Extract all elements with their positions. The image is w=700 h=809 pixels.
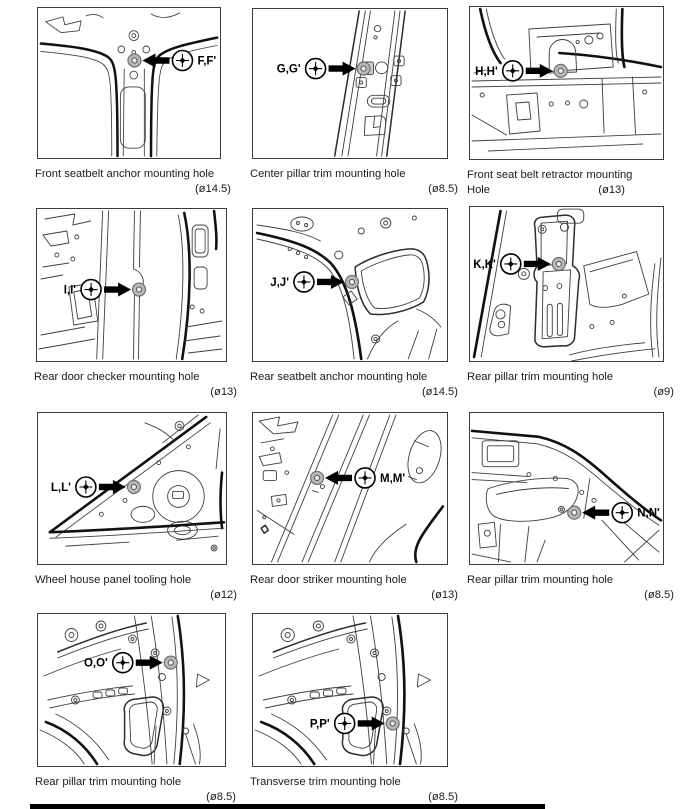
arrow-icon <box>524 257 551 271</box>
figure-caption <box>467 168 674 198</box>
caption-line2 <box>250 182 458 197</box>
arrow-icon <box>99 480 126 494</box>
figure-box <box>469 206 664 362</box>
caption-text: Rear pillar trim mounting hole <box>467 371 614 383</box>
caption-diameter: (ø8.5) <box>428 791 458 803</box>
figure-panel-I <box>34 208 237 400</box>
marker-label: J,J' <box>270 276 289 289</box>
hole-marker-overlay <box>38 614 225 766</box>
caption-text: Center pillar trim mounting hole <box>250 168 406 180</box>
hole-marker-overlay <box>470 7 663 159</box>
figure-box <box>36 208 227 362</box>
caption-diameter: (ø8.5) <box>428 183 458 195</box>
hole-marker-overlay <box>38 413 226 564</box>
caption-diameter: (ø14.5) <box>421 386 458 398</box>
figure-box <box>469 412 664 565</box>
caption-text: Transverse trim mounting hole <box>250 776 401 788</box>
hole-marker-overlay <box>470 413 663 564</box>
caption-line2 <box>467 183 625 198</box>
caption-line2 <box>35 790 236 805</box>
caption-text: Wheel house panel tooling hole <box>35 574 192 586</box>
marker-label: K,K' <box>473 258 496 271</box>
hole-marker-overlay <box>38 8 220 158</box>
caption-text: Rear seatbelt anchor mounting hole <box>250 371 428 383</box>
caption-diameter: (ø12) <box>210 589 237 601</box>
marker-label: L,L' <box>50 481 71 494</box>
figure-panel-H <box>469 6 662 198</box>
hole-marker-overlay <box>253 614 447 766</box>
figure-caption <box>467 573 674 603</box>
marker-label: H,H' <box>475 65 498 78</box>
caption-line2 <box>35 588 237 603</box>
caption-line2 <box>35 182 231 197</box>
figure-caption <box>34 370 237 400</box>
figure-box <box>252 208 448 362</box>
caption-text: Front seat belt retractor mounting <box>467 169 633 181</box>
arrow-icon <box>136 656 163 670</box>
caption-line2 <box>250 790 458 805</box>
caption-text: Rear pillar trim mounting hole <box>35 776 182 788</box>
caption-line2 <box>250 385 458 400</box>
figure-box <box>252 8 448 159</box>
caption-line2 <box>250 588 458 603</box>
caption-text: Rear door striker mounting hole <box>250 574 407 586</box>
arrow-icon <box>526 64 553 78</box>
hole-marker-overlay <box>253 209 447 361</box>
figure-panel-M <box>250 412 458 603</box>
arrow-icon <box>358 716 385 730</box>
caption-line2 <box>467 588 674 603</box>
caption-diameter: (ø8.5) <box>644 589 674 601</box>
caption-diameter: (ø14.5) <box>194 183 231 195</box>
figure-box <box>469 6 664 160</box>
marker-label: M,M' <box>380 472 406 485</box>
figure-box <box>37 412 227 565</box>
caption-diameter: (ø13) <box>210 386 237 398</box>
figure-caption <box>250 167 458 197</box>
figure-box <box>252 412 448 565</box>
marker-label: N,N' <box>637 507 660 520</box>
marker-label: I,I' <box>63 284 77 297</box>
caption-text-line2: Hole <box>467 184 491 196</box>
figure-caption <box>250 573 458 603</box>
hole-marker-overlay <box>253 9 447 158</box>
arrow-icon <box>142 54 169 68</box>
caption-diameter: (ø8.5) <box>206 791 236 803</box>
figure-caption <box>35 167 231 197</box>
figure-box <box>37 7 221 159</box>
caption-diameter: (ø9) <box>653 386 674 398</box>
arrow-icon <box>582 506 609 520</box>
figure-caption <box>250 370 458 400</box>
hole-marker-overlay <box>253 413 447 564</box>
arrow-icon <box>317 275 344 289</box>
caption-diameter: (ø13) <box>598 184 625 196</box>
figure-panel-N <box>467 412 674 603</box>
figure-caption <box>35 573 237 603</box>
hole-marker-overlay <box>470 207 663 361</box>
figure-caption <box>467 370 674 400</box>
marker-label: O,O' <box>83 657 108 670</box>
arrow-icon <box>329 62 356 76</box>
caption-text: Front seatbelt anchor mounting hole <box>35 168 215 180</box>
figure-caption <box>250 775 458 805</box>
marker-label: G,G' <box>276 63 301 76</box>
figure-panel-F <box>35 7 231 197</box>
figure-caption <box>35 775 236 805</box>
figure-box <box>37 613 226 767</box>
caption-line2 <box>467 385 674 400</box>
caption-text: Rear door checker mounting hole <box>34 371 200 383</box>
figure-panel-J <box>250 208 458 400</box>
arrow-icon <box>325 471 352 485</box>
figure-panel-K <box>467 206 674 400</box>
figure-panel-G <box>250 8 458 197</box>
figure-panel-L <box>35 412 237 603</box>
marker-label: F,F' <box>197 55 217 68</box>
hole-marker-overlay <box>37 209 226 361</box>
caption-text: Rear pillar trim mounting hole <box>467 574 614 586</box>
marker-label: P,P' <box>309 718 330 731</box>
figure-panel-O <box>35 613 236 805</box>
caption-diameter: (ø13) <box>431 589 458 601</box>
figure-panel-P <box>250 613 458 805</box>
caption-line2 <box>34 385 237 400</box>
figure-box <box>252 613 448 767</box>
arrow-icon <box>104 283 131 297</box>
